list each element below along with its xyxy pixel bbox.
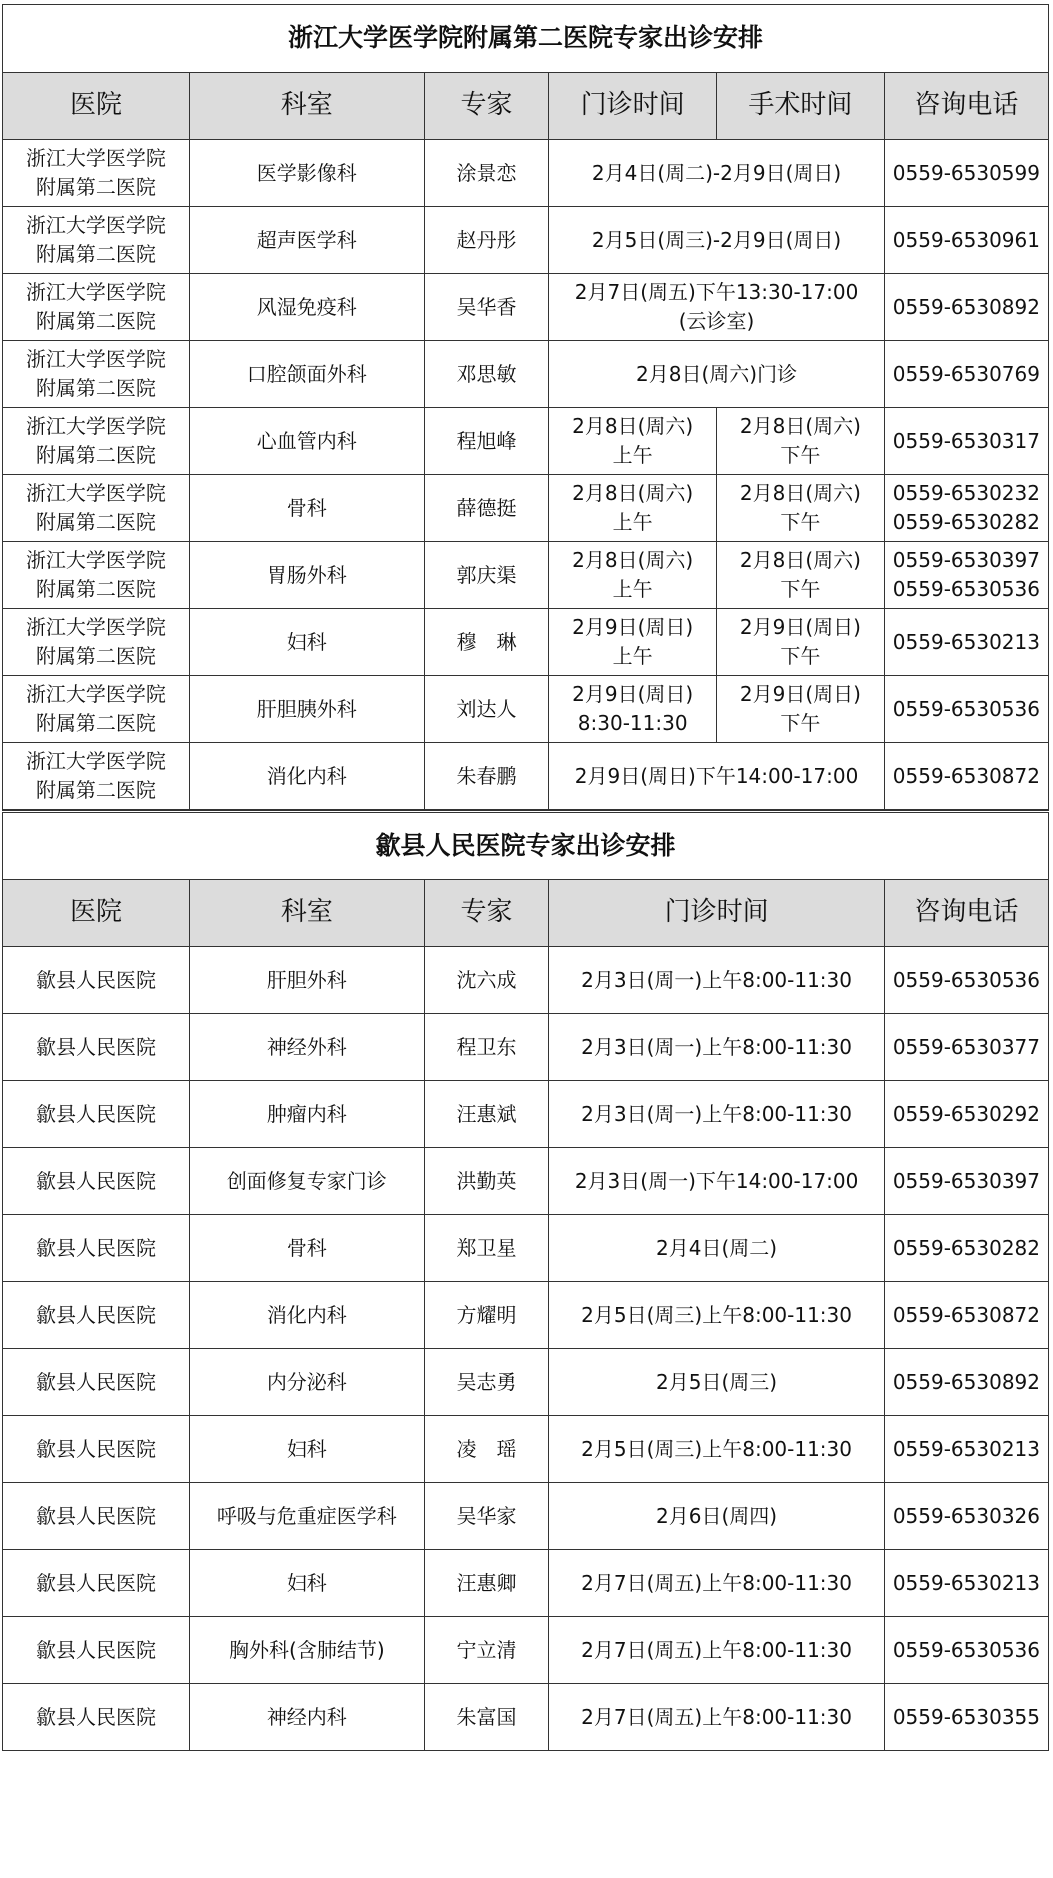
expert-cell: 涂景恋 (424, 140, 549, 207)
expert-cell: 赵丹彤 (424, 207, 549, 274)
phone-cell: 0559-6530872 (884, 743, 1048, 810)
phone-cell: 0559-6530892 (884, 1349, 1048, 1416)
header-surgery-time: 手术时间 (717, 73, 885, 140)
hospital-cell: 歙县人民医院 (3, 1349, 190, 1416)
table-row (3, 1215, 1049, 1282)
header-department: 科室 (189, 880, 424, 947)
hospital-cell: 浙江大学医学院 附属第二医院 (3, 140, 190, 207)
table-row (3, 274, 1049, 341)
hospital-cell: 浙江大学医学院 附属第二医院 (3, 743, 190, 810)
hospital-cell: 歙县人民医院 (3, 1416, 190, 1483)
clinic-time-cell: 2月7日(周五)上午8:00-11:30 (549, 1617, 884, 1684)
phone-cell: 0559-6530292 (884, 1081, 1048, 1148)
table-row (3, 140, 1049, 207)
clinic-time-cell: 2月7日(周五)上午8:00-11:30 (549, 1550, 884, 1617)
table-row (3, 743, 1049, 810)
table-row (3, 609, 1049, 676)
table-row (3, 1550, 1049, 1617)
header-hospital: 医院 (3, 73, 190, 140)
table-row (3, 1617, 1049, 1684)
hospital-cell: 浙江大学医学院 附属第二医院 (3, 475, 190, 542)
table-header-row (3, 880, 1049, 947)
phone-cell: 0559-6530213 (884, 1550, 1048, 1617)
shexian-hospital-schedule-table (2, 810, 1049, 1751)
clinic-time-cell: 2月5日(周三)上午8:00-11:30 (549, 1416, 884, 1483)
phone-cell: 0559-6530961 (884, 207, 1048, 274)
department-cell: 肝胆胰外科 (189, 676, 424, 743)
clinic-time-cell: 2月3日(周一)上午8:00-11:30 (549, 1014, 884, 1081)
header-expert: 专家 (424, 73, 549, 140)
phone-cell: 0559-6530397 (884, 1148, 1048, 1215)
schedule-document (2, 4, 1049, 1751)
table-row (3, 1483, 1049, 1550)
expert-cell: 凌 瑶 (424, 1416, 549, 1483)
hospital-cell: 歙县人民医院 (3, 1148, 190, 1215)
expert-cell: 穆 琳 (424, 609, 549, 676)
header-expert: 专家 (424, 880, 549, 947)
table-row (3, 1148, 1049, 1215)
table-title: 歙县人民医院专家出诊安排 (3, 812, 1049, 880)
hospital-cell: 歙县人民医院 (3, 1081, 190, 1148)
expert-cell: 汪惠斌 (424, 1081, 549, 1148)
department-cell: 创面修复专家门诊 (189, 1148, 424, 1215)
clinic-time-cell: 2月9日(周日) 8:30-11:30 (549, 676, 717, 743)
expert-cell: 刘达人 (424, 676, 549, 743)
table-row (3, 1014, 1049, 1081)
department-cell: 肿瘤内科 (189, 1081, 424, 1148)
hospital-cell: 浙江大学医学院 附属第二医院 (3, 341, 190, 408)
phone-cell: 0559-6530326 (884, 1483, 1048, 1550)
clinic-time-cell: 2月5日(周三) (549, 1349, 884, 1416)
department-cell: 风湿免疫科 (189, 274, 424, 341)
department-cell: 内分泌科 (189, 1349, 424, 1416)
department-cell: 心血管内科 (189, 408, 424, 475)
department-cell: 呼吸与危重症医学科 (189, 1483, 424, 1550)
department-cell: 妇科 (189, 609, 424, 676)
table-header-row (3, 73, 1049, 140)
expert-cell: 吴华家 (424, 1483, 549, 1550)
phone-cell: 0559-6530282 (884, 1215, 1048, 1282)
clinic-time-cell: 2月3日(周一)上午8:00-11:30 (549, 1081, 884, 1148)
expert-cell: 郑卫星 (424, 1215, 549, 1282)
table-row (3, 341, 1049, 408)
header-phone: 咨询电话 (884, 73, 1048, 140)
merged-time-cell: 2月9日(周日)下午14:00-17:00 (549, 743, 884, 810)
merged-time-cell: 2月8日(周六)门诊 (549, 341, 884, 408)
hospital-cell: 浙江大学医学院 附属第二医院 (3, 207, 190, 274)
department-cell: 消化内科 (189, 743, 424, 810)
department-cell: 胸外科(含肺结节) (189, 1617, 424, 1684)
hospital-cell: 歙县人民医院 (3, 947, 190, 1014)
table-title-row (3, 5, 1049, 73)
table-row (3, 1282, 1049, 1349)
clinic-time-cell: 2月3日(周一)上午8:00-11:30 (549, 947, 884, 1014)
hospital-cell: 歙县人民医院 (3, 1282, 190, 1349)
phone-cell: 0559-6530536 (884, 1617, 1048, 1684)
expert-cell: 朱富国 (424, 1684, 549, 1751)
department-cell: 胃肠外科 (189, 542, 424, 609)
phone-cell: 0559-6530536 (884, 947, 1048, 1014)
surgery-time-cell: 2月8日(周六) 下午 (717, 408, 885, 475)
hospital-cell: 浙江大学医学院 附属第二医院 (3, 609, 190, 676)
header-clinic-time: 门诊时间 (549, 73, 717, 140)
hospital-cell: 歙县人民医院 (3, 1684, 190, 1751)
phone-cell: 0559-6530892 (884, 274, 1048, 341)
phone-cell: 0559-6530355 (884, 1684, 1048, 1751)
department-cell: 骨科 (189, 475, 424, 542)
department-cell: 妇科 (189, 1416, 424, 1483)
expert-cell: 吴志勇 (424, 1349, 549, 1416)
phone-cell: 0559-6530872 (884, 1282, 1048, 1349)
table-row (3, 1684, 1049, 1751)
header-hospital: 医院 (3, 880, 190, 947)
department-cell: 骨科 (189, 1215, 424, 1282)
table-row (3, 408, 1049, 475)
table-row (3, 1081, 1049, 1148)
hospital-cell: 歙县人民医院 (3, 1617, 190, 1684)
clinic-time-cell: 2月7日(周五)上午8:00-11:30 (549, 1684, 884, 1751)
department-cell: 神经外科 (189, 1014, 424, 1081)
clinic-time-cell: 2月9日(周日) 上午 (549, 609, 717, 676)
department-cell: 妇科 (189, 1550, 424, 1617)
clinic-time-cell: 2月4日(周二) (549, 1215, 884, 1282)
surgery-time-cell: 2月8日(周六) 下午 (717, 542, 885, 609)
phone-cell: 0559-6530213 (884, 609, 1048, 676)
expert-cell: 宁立清 (424, 1617, 549, 1684)
header-phone: 咨询电话 (884, 880, 1048, 947)
phone-cell: 0559-6530377 (884, 1014, 1048, 1081)
header-clinic-time: 门诊时间 (549, 880, 884, 947)
table-row (3, 542, 1049, 609)
table-row (3, 1416, 1049, 1483)
merged-time-cell: 2月4日(周二)-2月9日(周日) (549, 140, 884, 207)
surgery-time-cell: 2月8日(周六) 下午 (717, 475, 885, 542)
hospital-cell: 歙县人民医院 (3, 1550, 190, 1617)
table-title: 浙江大学医学院附属第二医院专家出诊安排 (3, 5, 1049, 73)
surgery-time-cell: 2月9日(周日) 下午 (717, 609, 885, 676)
hospital-cell: 歙县人民医院 (3, 1483, 190, 1550)
expert-cell: 朱春鹏 (424, 743, 549, 810)
hospital-cell: 歙县人民医院 (3, 1014, 190, 1081)
zju-second-hospital-schedule-table (2, 4, 1049, 810)
table-row (3, 1349, 1049, 1416)
hospital-cell: 浙江大学医学院 附属第二医院 (3, 408, 190, 475)
phone-cell: 0559-6530397 0559-6530536 (884, 542, 1048, 609)
hospital-cell: 浙江大学医学院 附属第二医院 (3, 274, 190, 341)
phone-cell: 0559-6530599 (884, 140, 1048, 207)
department-cell: 消化内科 (189, 1282, 424, 1349)
merged-time-cell: 2月7日(周五)下午13:30-17:00 (云诊室) (549, 274, 884, 341)
expert-cell: 邓思敏 (424, 341, 549, 408)
expert-cell: 方耀明 (424, 1282, 549, 1349)
table-body (3, 947, 1049, 1751)
expert-cell: 程旭峰 (424, 408, 549, 475)
department-cell: 口腔颌面外科 (189, 341, 424, 408)
clinic-time-cell: 2月8日(周六) 上午 (549, 542, 717, 609)
table-row (3, 947, 1049, 1014)
table-row (3, 475, 1049, 542)
hospital-cell: 歙县人民医院 (3, 1215, 190, 1282)
clinic-time-cell: 2月8日(周六) 上午 (549, 408, 717, 475)
expert-cell: 沈六成 (424, 947, 549, 1014)
hospital-cell: 浙江大学医学院 附属第二医院 (3, 542, 190, 609)
header-department: 科室 (189, 73, 424, 140)
table-title-row (3, 812, 1049, 880)
expert-cell: 汪惠卿 (424, 1550, 549, 1617)
table-row (3, 676, 1049, 743)
phone-cell: 0559-6530769 (884, 341, 1048, 408)
surgery-time-cell: 2月9日(周日) 下午 (717, 676, 885, 743)
clinic-time-cell: 2月8日(周六) 上午 (549, 475, 717, 542)
expert-cell: 郭庆渠 (424, 542, 549, 609)
phone-cell: 0559-6530232 0559-6530282 (884, 475, 1048, 542)
expert-cell: 程卫东 (424, 1014, 549, 1081)
clinic-time-cell: 2月5日(周三)上午8:00-11:30 (549, 1282, 884, 1349)
phone-cell: 0559-6530317 (884, 408, 1048, 475)
department-cell: 超声医学科 (189, 207, 424, 274)
phone-cell: 0559-6530536 (884, 676, 1048, 743)
expert-cell: 洪勤英 (424, 1148, 549, 1215)
expert-cell: 吴华香 (424, 274, 549, 341)
clinic-time-cell: 2月6日(周四) (549, 1483, 884, 1550)
department-cell: 医学影像科 (189, 140, 424, 207)
clinic-time-cell: 2月3日(周一)下午14:00-17:00 (549, 1148, 884, 1215)
table-row (3, 207, 1049, 274)
phone-cell: 0559-6530213 (884, 1416, 1048, 1483)
expert-cell: 薛德挺 (424, 475, 549, 542)
department-cell: 神经内科 (189, 1684, 424, 1751)
hospital-cell: 浙江大学医学院 附属第二医院 (3, 676, 190, 743)
department-cell: 肝胆外科 (189, 947, 424, 1014)
merged-time-cell: 2月5日(周三)-2月9日(周日) (549, 207, 884, 274)
